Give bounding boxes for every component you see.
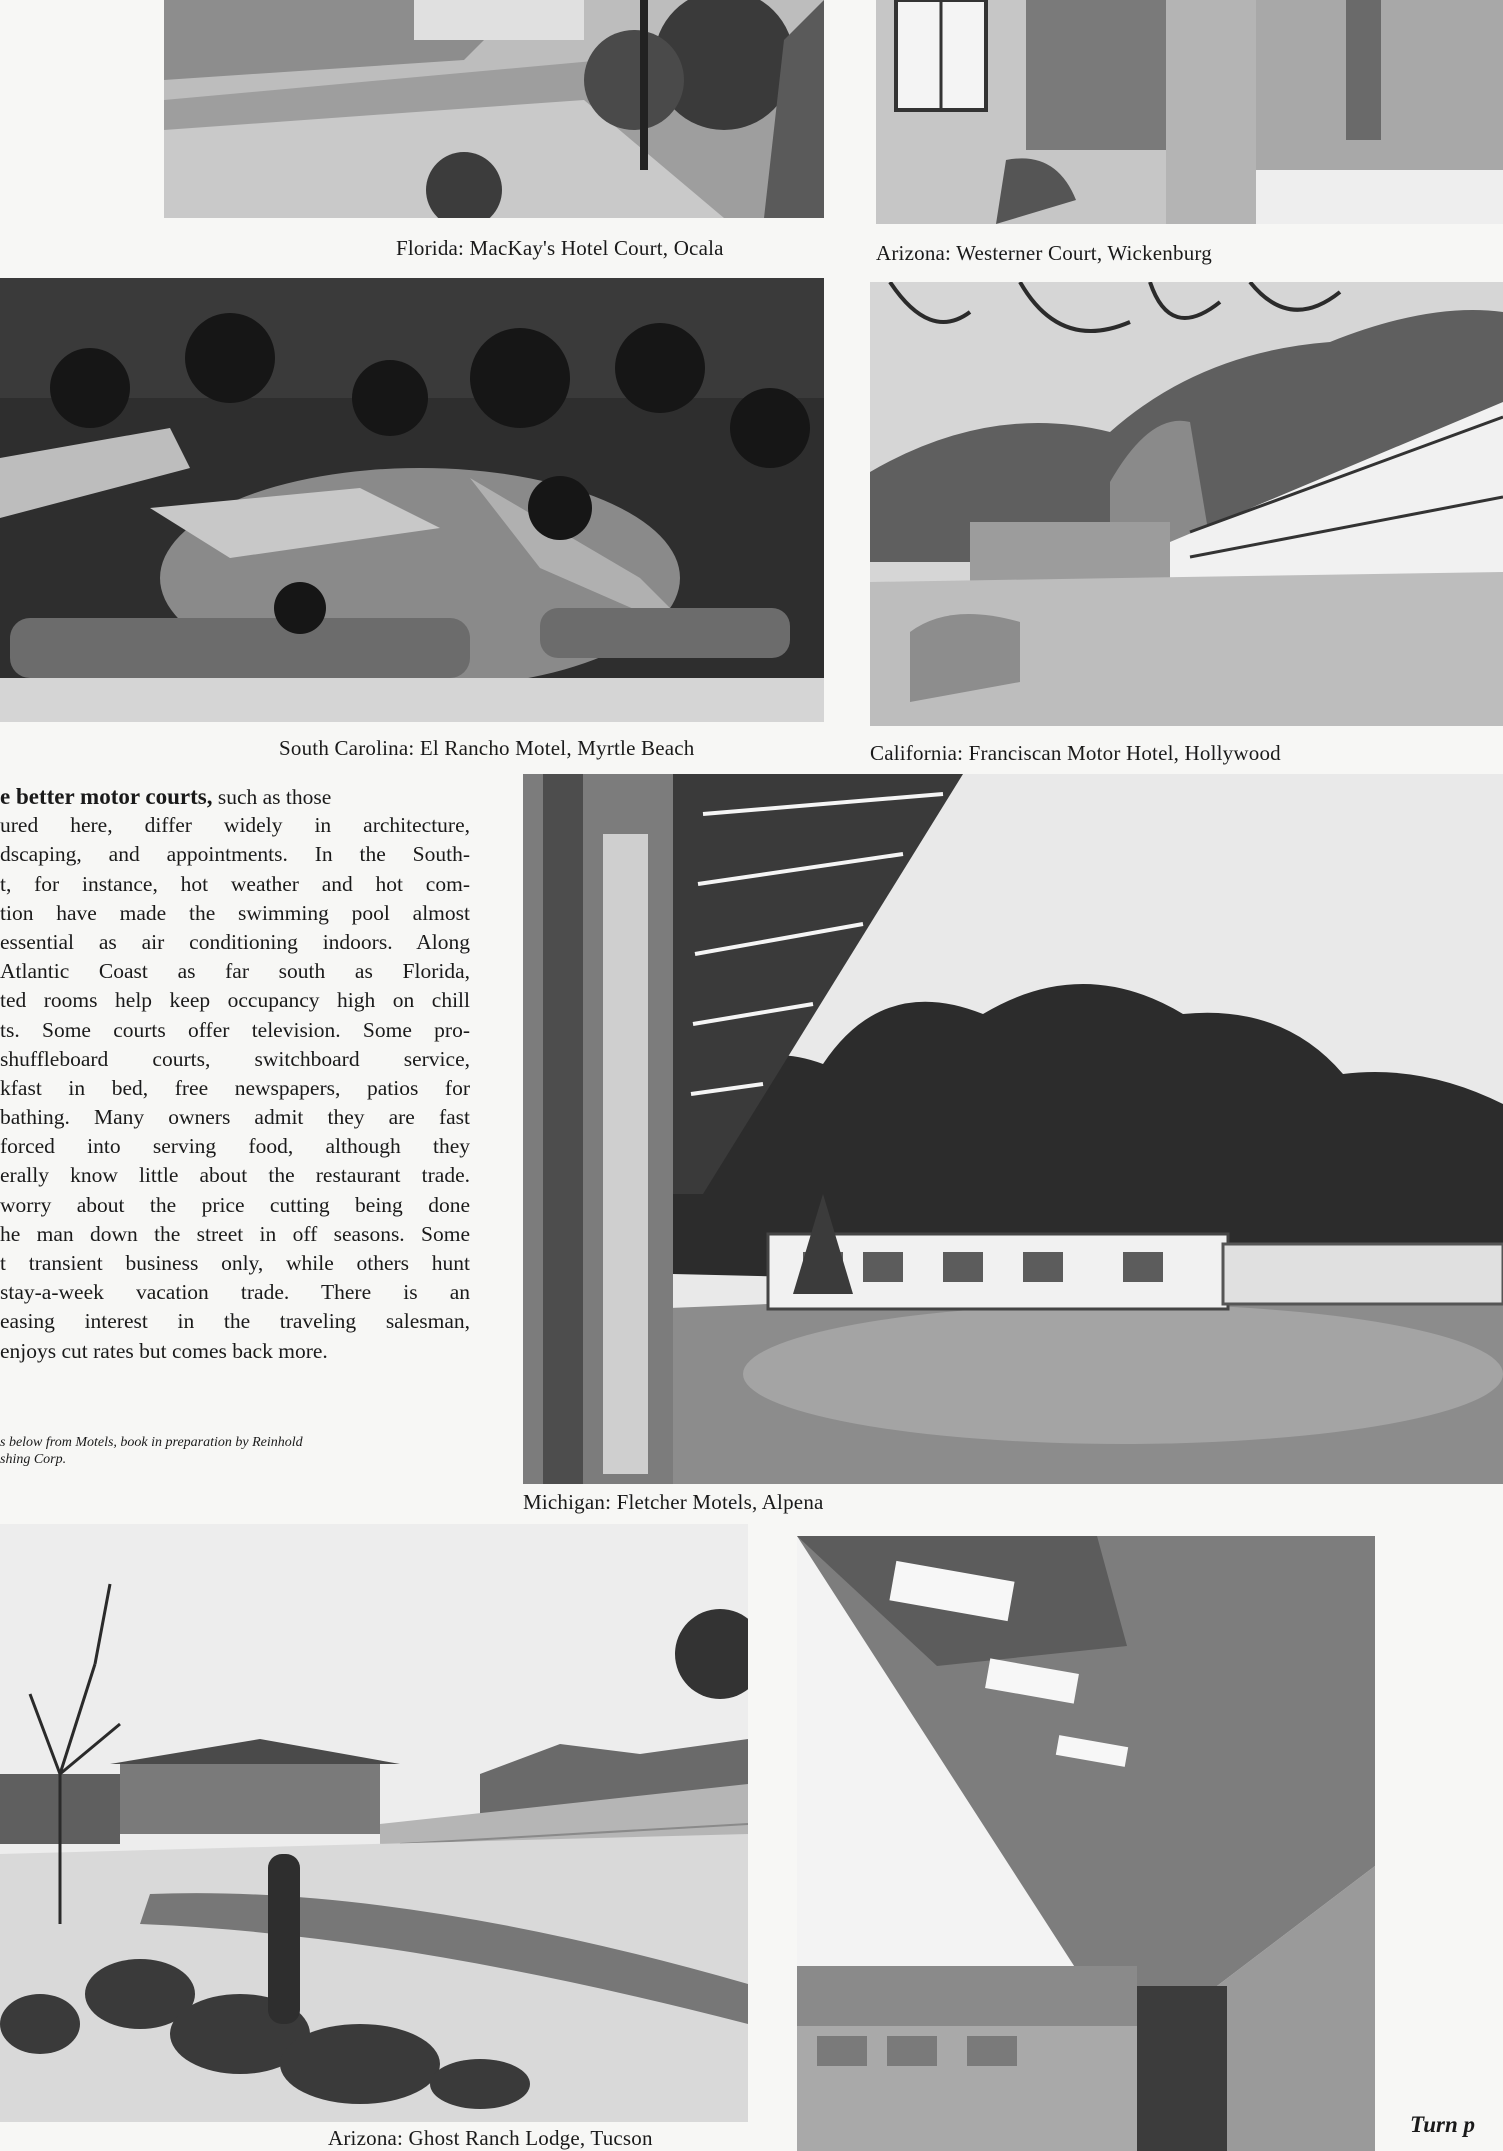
article-line: forced into serving food, although they bbox=[0, 1134, 470, 1159]
article-line: bathing. Many owners admit they are fast bbox=[0, 1105, 470, 1130]
photo-arizona-westerner-court bbox=[876, 0, 1503, 224]
article-line: dscaping, and appointments. In the South- bbox=[0, 842, 470, 867]
photo-south-carolina-el-rancho-motel bbox=[0, 278, 824, 722]
article-line: he man down the street in off seasons. Some bbox=[0, 1221, 470, 1246]
photo-motel-overhang bbox=[797, 1536, 1375, 2151]
article-line: ts. Some courts offer television. Some pro- bbox=[0, 1017, 470, 1042]
photo-credit-line: shing Corp. bbox=[0, 1452, 67, 1467]
photo-arizona-ghost-ranch-lodge bbox=[0, 1524, 748, 2122]
article-line bbox=[0, 782, 470, 811]
caption-michigan: Michigan: Fletcher Motels, Alpena bbox=[523, 1490, 824, 1514]
caption-arizona-westerner: Arizona: Westerner Court, Wickenburg bbox=[876, 241, 1212, 265]
article-body bbox=[0, 782, 470, 1366]
article-line: ured here, differ widely in architecture, bbox=[0, 813, 470, 838]
article-line-text: such as those bbox=[212, 785, 332, 809]
article-line: erally know little about the restaurant trade. bbox=[0, 1163, 470, 1188]
article-line: Atlantic Coast as far south as Florida, bbox=[0, 959, 470, 984]
photo-florida-mackays-hotel-court bbox=[164, 0, 824, 218]
article-line: worry about the price cutting being done bbox=[0, 1192, 470, 1217]
article-lead: e better motor courts, bbox=[0, 784, 213, 809]
article-line: kfast in bed, free newspapers, patios for bbox=[0, 1075, 470, 1100]
caption-california: California: Franciscan Motor Hotel, Hollywood bbox=[870, 741, 1281, 765]
continuation-note: Turn p bbox=[1410, 2112, 1475, 2137]
article-line: stay-a-week vacation trade. There is an bbox=[0, 1280, 470, 1305]
article-line: shuffleboard courts, switchboard service, bbox=[0, 1046, 470, 1071]
photo-credit-line: s below from Motels, book in preparation by Reinhold bbox=[0, 1435, 303, 1450]
caption-south-carolina: South Carolina: El Rancho Motel, Myrtle Beach bbox=[279, 736, 695, 760]
article-line: ted rooms help keep occupancy high on chill bbox=[0, 988, 470, 1013]
caption-florida: Florida: MacKay's Hotel Court, Ocala bbox=[396, 236, 724, 260]
photo-michigan-fletcher-motels bbox=[523, 774, 1503, 1484]
article-line: t transient business only, while others hunt bbox=[0, 1251, 470, 1275]
article-line: enjoys cut rates but comes back more. bbox=[0, 1338, 328, 1363]
article-line: easing interest in the traveling salesman, bbox=[0, 1309, 470, 1334]
caption-arizona-ghost-ranch: Arizona: Ghost Ranch Lodge, Tucson bbox=[328, 2126, 653, 2150]
article-line: t, for instance, hot weather and hot com- bbox=[0, 871, 470, 896]
article-line: tion have made the swimming pool almost bbox=[0, 900, 470, 925]
photo-credit bbox=[0, 1434, 480, 1468]
article-line: essential as air conditioning indoors. Along bbox=[0, 929, 470, 954]
photo-california-franciscan-motor-hotel bbox=[870, 282, 1503, 726]
